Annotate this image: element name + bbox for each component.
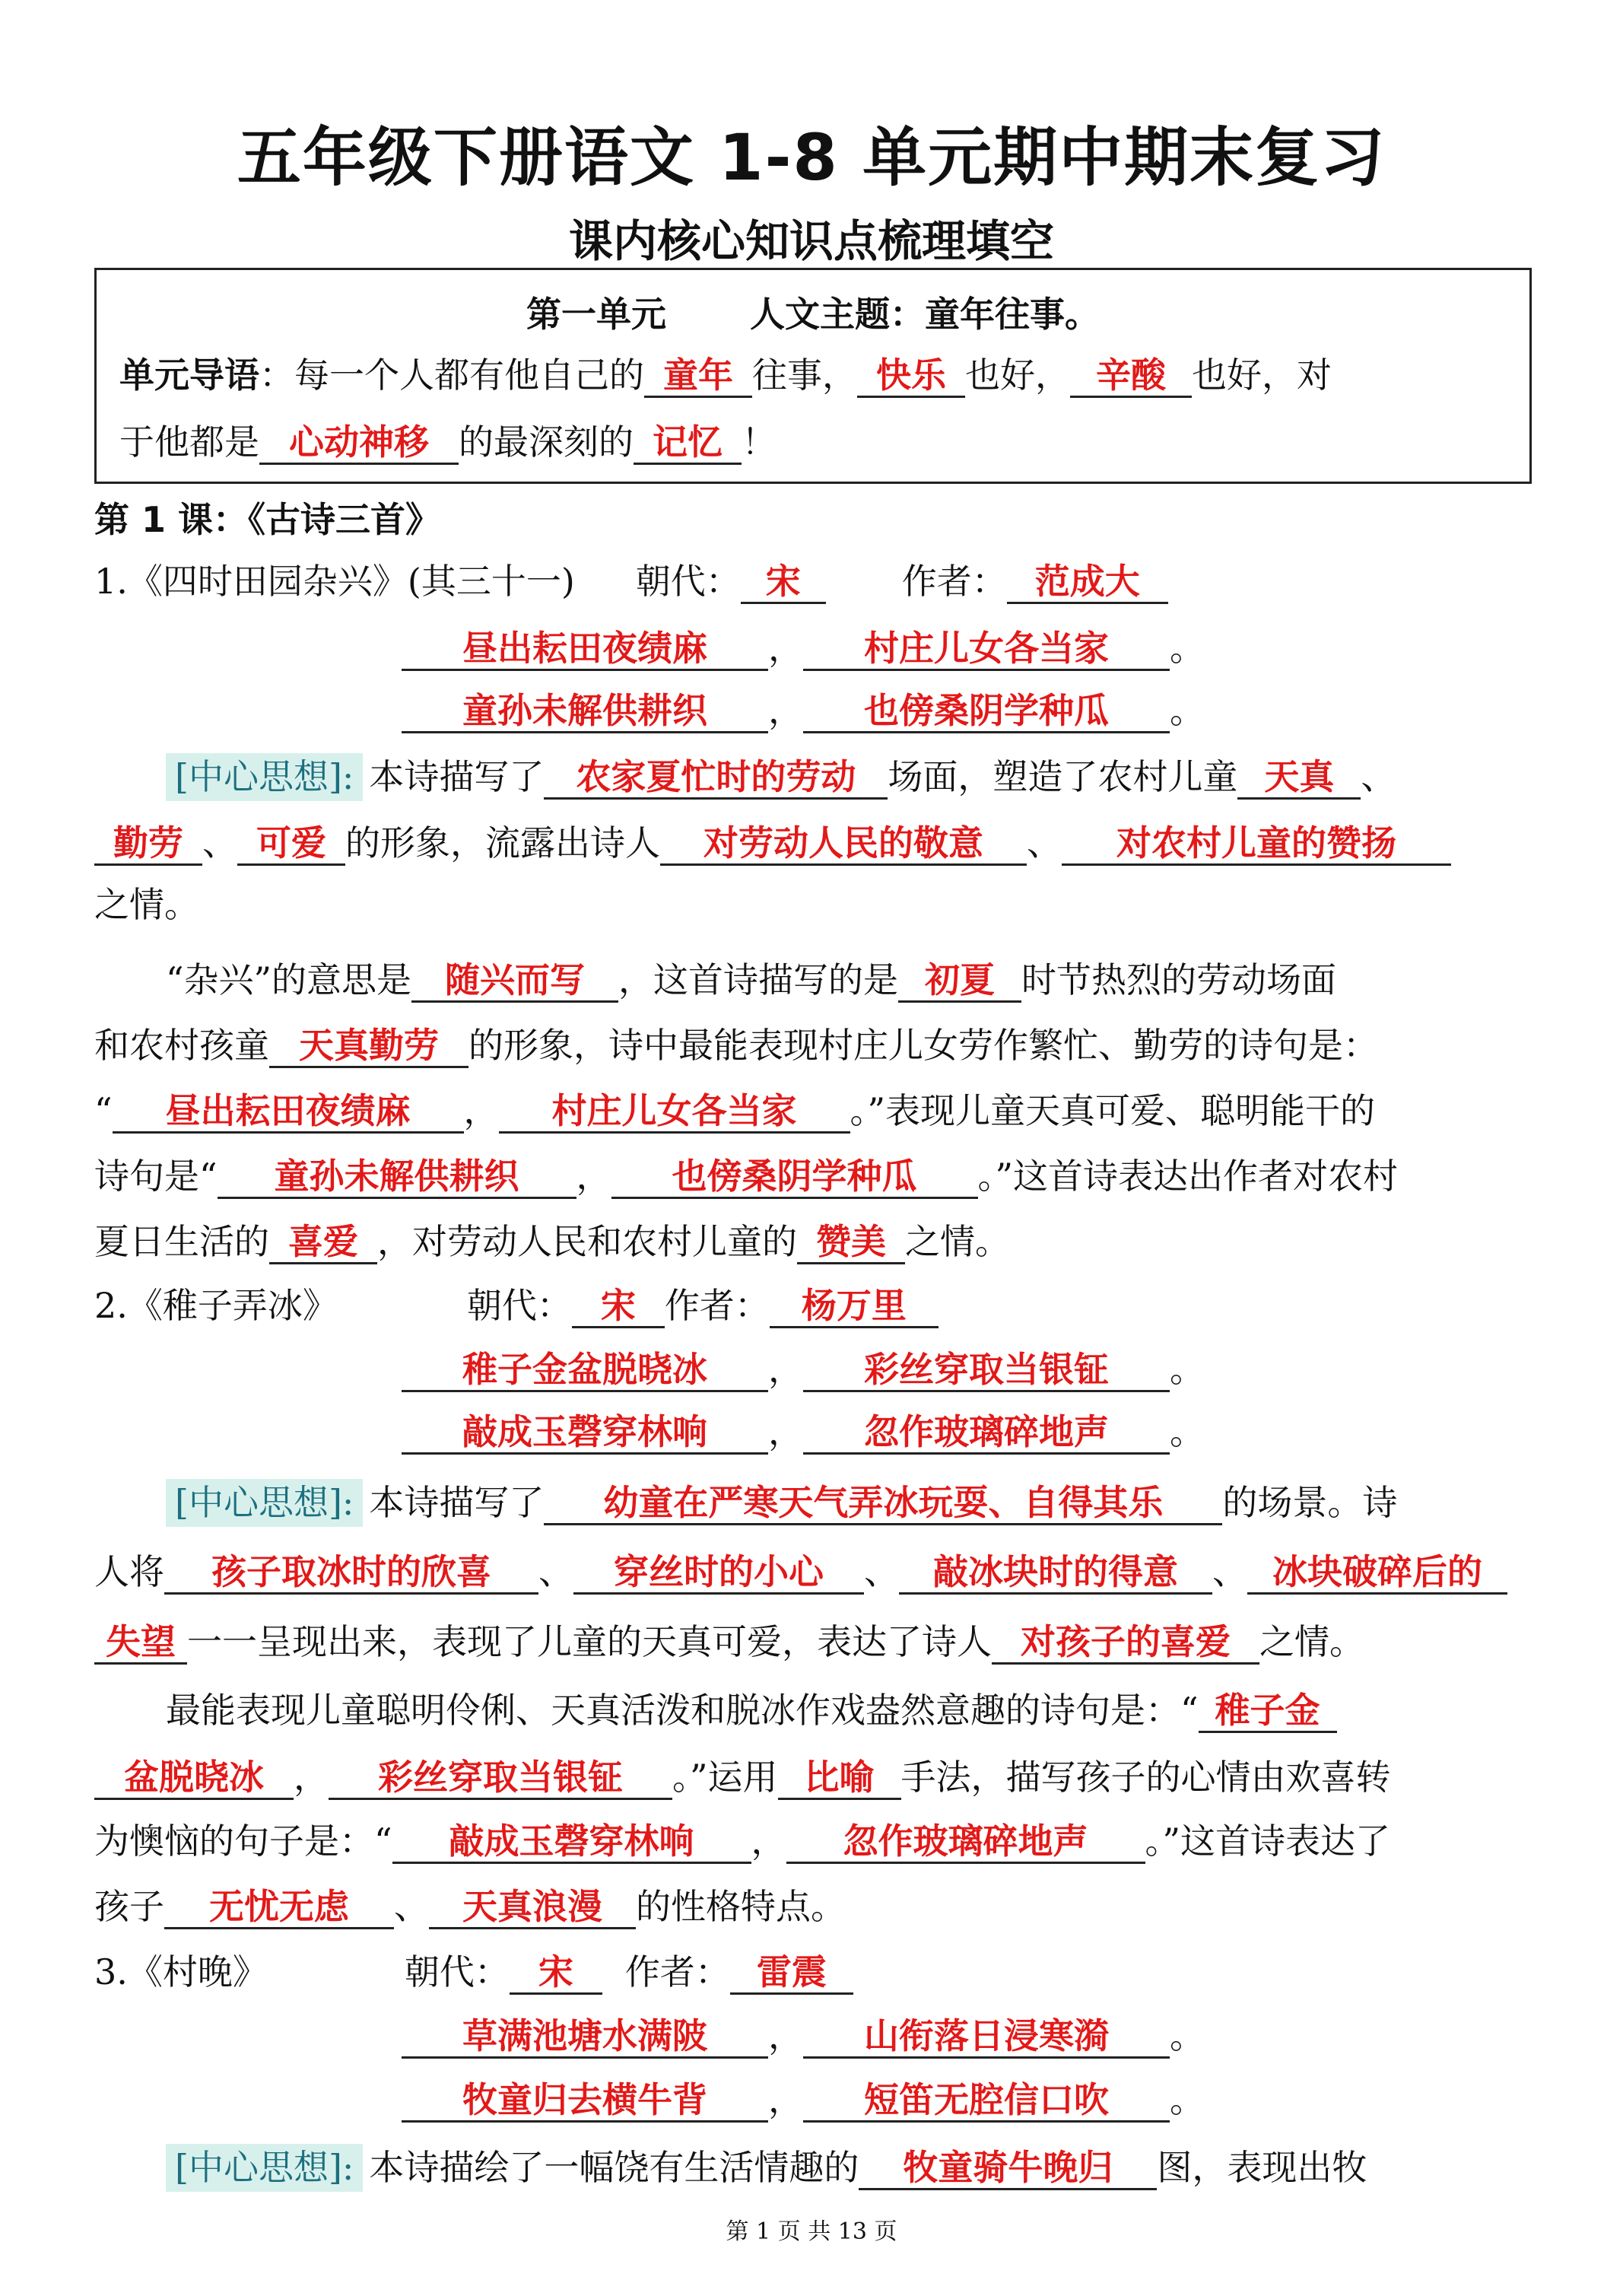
poem-2-center-line-2: 人将 孩子取冰时的欣喜 、 穿丝时的小心 、 敲冰块时的得意 、 冰块破碎后的 <box>94 1552 1507 1595</box>
answer-blank: 天真 <box>1237 757 1361 800</box>
poem-3-center-line-1: [中心思想]: 本诗描绘了一幅饶有生活情趣的 牧童骑牛晚归 图，表现出牧 <box>166 2144 1367 2192</box>
author-blank: 杨万里 <box>770 1286 939 1328</box>
verse-blank: 山衔落日浸寒漪 <box>803 2016 1170 2059</box>
answer-blank: 稚子金 <box>1199 1690 1337 1733</box>
poem-2-para-line-1: 最能表现儿童聪明伶俐、天真活泼和脱冰作戏盎然意趣的诗句是：“ 稚子金 <box>166 1690 1337 1733</box>
unit-intro-line-2: 于他都是 心动神移 的最深刻的 记忆 ！ <box>119 422 777 465</box>
answer-blank: 喜爱 <box>269 1222 377 1264</box>
poem-2-center-line-1: [中心思想]: 本诗描写了 幼童在严寒天气弄冰玩耍、自得其乐 的场景。诗 <box>166 1479 1397 1527</box>
answer-blank: 比喻 <box>778 1757 901 1800</box>
poem-1-para-line-5: 夏日生活的 喜爱 ，对劳动人民和农村儿童的 赞美 之情。 <box>94 1222 1010 1264</box>
answer-blank: 穿丝时的小心 <box>573 1552 864 1595</box>
lesson-title: 第 1 课：《古诗三首》 <box>94 499 441 540</box>
center-idea-badge: [中心思想]: <box>166 2144 363 2192</box>
verse-blank: 村庄儿女各当家 <box>803 628 1170 671</box>
poem-3-header: 3.《村晚》 朝代： 宋 作者： 雷震 <box>94 1952 853 1995</box>
answer-blank: 忽作玻璃碎地声 <box>786 1821 1145 1864</box>
answer-blank: 敲冰块时的得意 <box>899 1552 1212 1595</box>
unit-theme: 人文主题：童年往事。 <box>750 294 1100 335</box>
center-idea-badge: [中心思想]: <box>166 753 363 801</box>
poem-1-para-line-1: “杂兴”的意思是 随兴而写 ，这首诗描写的是 初夏 时节热烈的劳动场面 <box>166 960 1336 1003</box>
poem-1-verse-2: 童孙未解供耕织 ， 也傍桑阴学种瓜 。 <box>402 691 1205 733</box>
answer-blank: 初夏 <box>898 960 1021 1003</box>
page-footer: 第 1 页 共 13 页 <box>726 2218 897 2245</box>
poem-title: 1.《四时田园杂兴》(其三十一) <box>94 561 575 602</box>
verse-blank: 也傍桑阴学种瓜 <box>803 691 1170 733</box>
poem-2-center-line-3: 失望 一一呈现出来，表现了儿童的天真可爱，表达了诗人 对孩子的喜爱 之情。 <box>94 1622 1364 1665</box>
page-subtitle: 课内核心知识点梳理填空 <box>568 215 1054 267</box>
verse-blank: 彩丝穿取当银钲 <box>803 1350 1170 1392</box>
poem-2-header: 2.《稚子弄冰》 朝代： 宋 作者： 杨万里 <box>94 1286 939 1328</box>
answer-blank: 孩子取冰时的欣喜 <box>164 1552 538 1595</box>
answer-blank: 对孩子的喜爱 <box>992 1622 1259 1665</box>
page-title: 五年级下册语文 1-8 单元期中期末复习 <box>237 120 1386 195</box>
dynasty-blank: 宋 <box>510 1952 602 1995</box>
poem-1-center-line-1: [中心思想]: 本诗描写了 农家夏忙时的劳动 场面，塑造了农村儿童 天真 、 <box>166 753 1396 801</box>
answer-blank: 冰块破碎后的 <box>1247 1552 1507 1595</box>
answer-blank: 昼出耘田夜绩麻 <box>113 1091 464 1134</box>
poem-1-para-line-2: 和农村孩童 天真勤劳 的形象，诗中最能表现村庄儿女劳作繁忙、勤劳的诗句是： <box>94 1026 1378 1068</box>
answer-blank: 天真浪漫 <box>429 1887 636 1929</box>
poem-title: 2.《稚子弄冰》 <box>94 1285 338 1326</box>
answer-blank: 快乐 <box>857 355 965 398</box>
answer-blank: 对农村儿童的赞扬 <box>1062 823 1451 866</box>
answer-blank: 无忧无虑 <box>164 1887 394 1929</box>
poem-1-header: 1.《四时田园杂兴》(其三十一) 朝代： 宋 作者： 范成大 <box>94 561 1168 604</box>
poem-2-para-line-4: 孩子 无忧无虑 、 天真浪漫 的性格特点。 <box>94 1887 846 1929</box>
poem-1-verse-1: 昼出耘田夜绩麻 ， 村庄儿女各当家 。 <box>402 628 1205 671</box>
poem-3-verse-1: 草满池塘水满陂 ， 山衔落日浸寒漪 。 <box>402 2016 1205 2059</box>
unit-number: 第一单元 <box>526 294 666 335</box>
unit-intro-box <box>94 268 1532 484</box>
answer-blank: 农家夏忙时的劳动 <box>544 757 888 800</box>
dynasty-blank: 宋 <box>741 561 826 604</box>
poem-title: 3.《村晚》 <box>94 1951 268 1992</box>
poem-2-para-line-3: 为懊恼的句子是：“ 敲成玉磬穿林响 ， 忽作玻璃碎地声 。”这首诗表达了 <box>94 1821 1390 1864</box>
center-idea-badge: [中心思想]: <box>166 1479 363 1527</box>
poem-2-para-line-2: 盆脱晓冰 ， 彩丝穿取当银钲 。”运用 比喻 手法，描写孩子的心情由欢喜转 <box>94 1757 1391 1800</box>
verse-blank: 昼出耘田夜绩麻 <box>402 628 768 671</box>
answer-blank: 对劳动人民的敬意 <box>660 823 1027 866</box>
poem-1-para-line-3: “ 昼出耘田夜绩麻 ， 村庄儿女各当家 。”表现儿童天真可爱、聪明能干的 <box>94 1091 1375 1134</box>
answer-blank: 也傍桑阴学种瓜 <box>611 1156 978 1199</box>
answer-blank: 心动神移 <box>259 422 459 465</box>
verse-blank: 短笛无腔信口吹 <box>803 2080 1170 2123</box>
unit-intro-line-1: 单元导语：每一个人都有他自己的 童年 往事， 快乐 也好， 辛酸 也好，对 <box>119 355 1332 398</box>
answer-blank: 幼童在严寒天气弄冰玩耍、自得其乐 <box>544 1483 1222 1525</box>
dynasty-blank: 宋 <box>572 1286 665 1328</box>
answer-blank: 村庄儿女各当家 <box>499 1091 850 1134</box>
answer-blank: 牧童骑牛晚归 <box>859 2148 1157 2190</box>
answer-blank: 赞美 <box>797 1222 905 1264</box>
answer-blank: 盆脱晓冰 <box>94 1757 294 1800</box>
verse-blank: 稚子金盆脱晓冰 <box>402 1350 768 1392</box>
poem-3-verse-2: 牧童归去横牛背 ， 短笛无腔信口吹 。 <box>402 2080 1205 2123</box>
verse-blank: 敲成玉磬穿林响 <box>402 1412 768 1455</box>
author-blank: 范成大 <box>1007 561 1168 604</box>
answer-blank: 随兴而写 <box>411 960 618 1003</box>
poem-1-center-line-2: 勤劳 、 可爱 的形象，流露出诗人 对劳动人民的敬意 、 对农村儿童的赞扬 <box>94 823 1451 866</box>
answer-blank: 彩丝穿取当银钲 <box>329 1757 672 1800</box>
answer-blank: 可爱 <box>237 823 345 866</box>
answer-blank: 天真勤劳 <box>269 1026 468 1068</box>
answer-blank: 记忆 <box>634 422 742 465</box>
poem-1-center-line-3: 之情。 <box>94 884 199 925</box>
answer-blank: 童年 <box>644 355 752 398</box>
verse-blank: 忽作玻璃碎地声 <box>803 1412 1170 1455</box>
verse-blank: 草满池塘水满陂 <box>402 2016 768 2059</box>
unit-intro-label: 单元导语 <box>119 355 259 396</box>
answer-blank: 勤劳 <box>94 823 202 866</box>
answer-blank: 失望 <box>94 1622 187 1665</box>
author-blank: 雷震 <box>730 1952 853 1995</box>
answer-blank: 童孙未解供耕织 <box>218 1156 576 1199</box>
answer-blank: 敲成玉磬穿林响 <box>392 1821 751 1864</box>
poem-2-verse-1: 稚子金盆脱晓冰 ， 彩丝穿取当银钲 。 <box>402 1350 1205 1392</box>
poem-1-para-line-4: 诗句是“ 童孙未解供耕织 ， 也傍桑阴学种瓜 。”这首诗表达出作者对农村 <box>94 1156 1398 1199</box>
answer-blank: 辛酸 <box>1070 355 1192 398</box>
unit-heading <box>97 287 1529 337</box>
poem-2-verse-2: 敲成玉磬穿林响 ， 忽作玻璃碎地声 。 <box>402 1412 1205 1455</box>
verse-blank: 牧童归去横牛背 <box>402 2080 768 2123</box>
verse-blank: 童孙未解供耕织 <box>402 691 768 733</box>
